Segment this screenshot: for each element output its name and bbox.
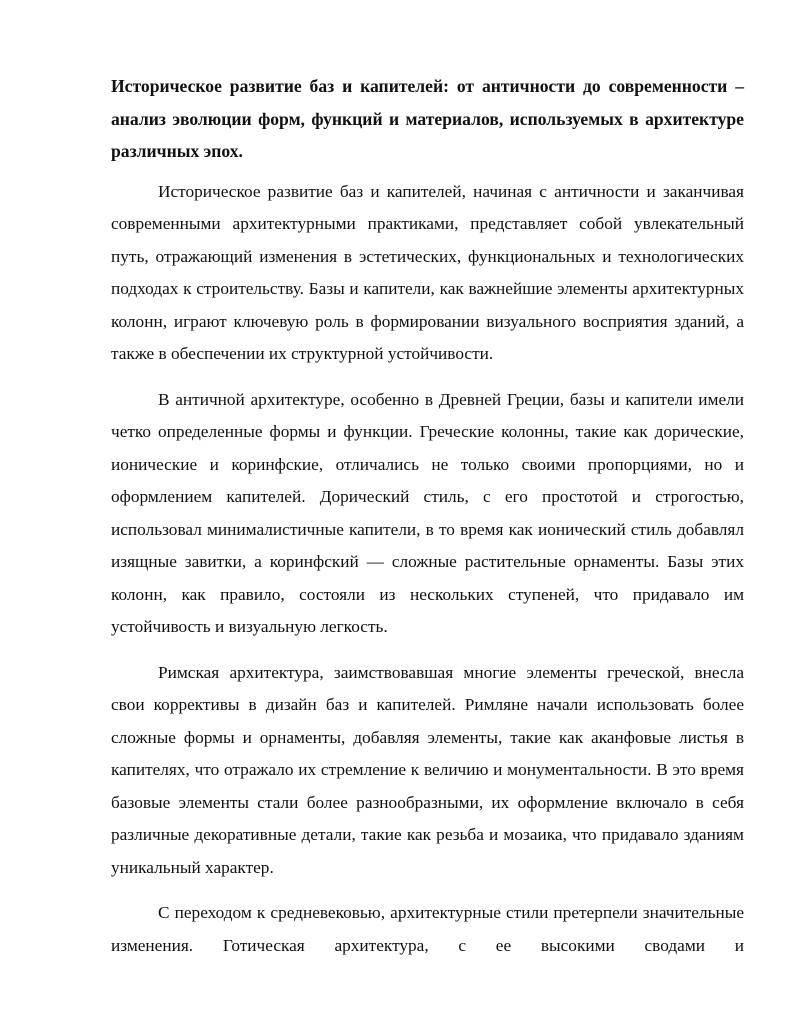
paragraph-antiquity: В античной архитектуре, особенно в Древней Греции, базы и капители имели четко определенные формы и функции. Греческие колонны, такие как дорические, ионические и коринфские, отличались не только своими пропорциями, но и оформлением капителей. Дорический стиль, с его простотой и строгостью, использовал минималистичные капители, в то время как ионический стиль добавлял изящные завитки, а коринфский — сложные растительные орнаменты. Базы этих колонн, как правило, состояли из нескольких ступеней, что придавало им устойчивость и визуальную легкость. — [111, 389, 744, 636]
document-title: Историческое развитие баз и капителей: от античности до современности – анализ эволюции форм, функций и материалов, используемых в архитектуре различных эпох. — [111, 76, 744, 161]
document-page — [111, 70, 744, 975]
paragraph-intro: Историческое развитие баз и капителей, начиная с античности и заканчивая современными архитектурными практиками, представляет собой увлекательный путь, отражающий изменения в эстетических, функциональных и технологических подходах к строительству. Базы и капители, как важнейшие элементы архитектурных колонн, играют ключевую роль в формировании визуального восприятия зданий, а также в обеспечении их структурной устойчивости. — [111, 181, 744, 363]
paragraph-rome: Римская архитектура, заимствовавшая многие элементы греческой, внесла свои коррективы в дизайн баз и капителей. Римляне начали использовать более сложные формы и орнаменты, добавляя элементы, такие как аканфовые листья в капителях, что отражало их стремление к величию и монументальности. В это время базовые элементы стали более разнообразными, их оформление включало в себя различные декоративные детали, такие как резьба и мозаика, что придавало зданиям уникальный характер. — [111, 662, 744, 877]
paragraph-middle-ages: С переходом к средневековью, архитектурные стили претерпели значительные изменения. Готическая архитектура, с ее высокими сводами и — [111, 903, 744, 955]
